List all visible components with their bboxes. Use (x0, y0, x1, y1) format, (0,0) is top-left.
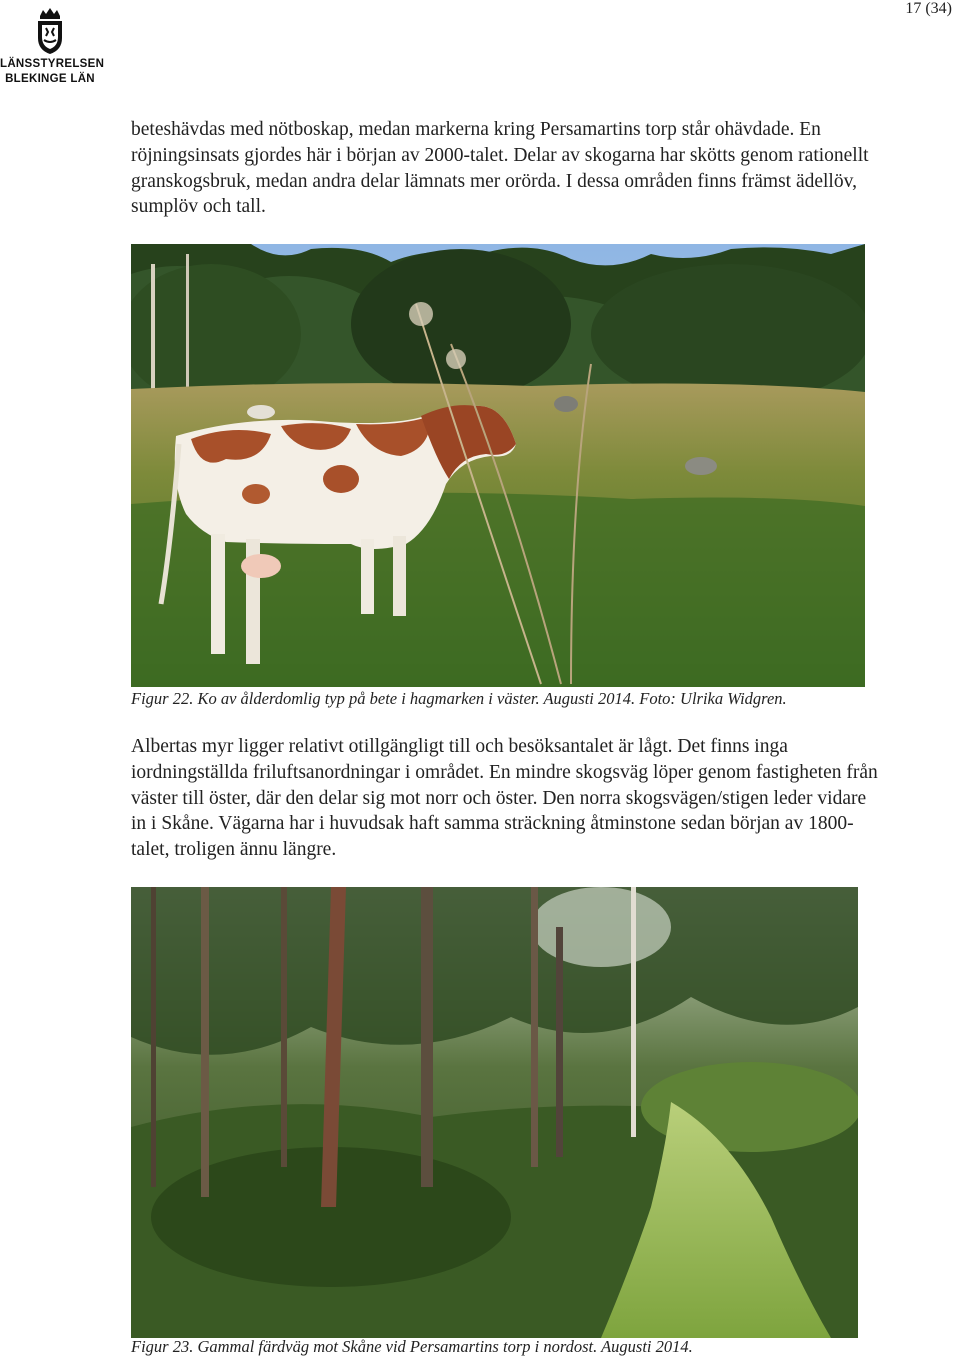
photo-forest-path (131, 887, 858, 1338)
logo-line-1: LÄNSSTYRELSEN (0, 58, 105, 70)
paragraph-2: Albertas myr ligger relativt otillgängligt till och besöksantalet är lågt. Det finns inga iordningställda friluftsanordningar i området. En mindre skogsväg löper genom fastigheten från väster till öster, där den delar sig mot norr och öster. Den norra skogsvägen/stigen leder vidare in i Skåne. Vägarna har i huvudsak haft samma sträckning åtminstone sedan början av 1800-talet, troligen ännu längre. (131, 736, 878, 861)
page-number: 17 (34) (905, 0, 952, 17)
figure-23-caption: Figur 23. Gammal färdväg mot Skåne vid Persamartins torp i nordost. Augusti 2014. (131, 1337, 693, 1356)
logo-line-2: BLEKINGE LÄN (5, 73, 95, 85)
figure-22-caption: Figur 22. Ko av ålderdomlig typ på bete i hagmarken i väster. Augusti 2014. Foto: Ulrika Widgren. (131, 689, 787, 708)
paragraph-1: beteshävdas med nötboskap, medan markerna kring Persamartins torp står ohävdade. En röjningsinsats gjordes här i början av 2000-talet. Delar av skogarna har skötts genom rationellt granskogsbruk, medan andra delar lämnats mer orörda. I dessa områden finns främst ädellöv, sumplöv och tall. (131, 119, 869, 218)
photo-cow-pasture (131, 244, 865, 687)
lansstyrelsen-logo (0, 6, 105, 96)
crown-shield-icon (32, 6, 68, 56)
